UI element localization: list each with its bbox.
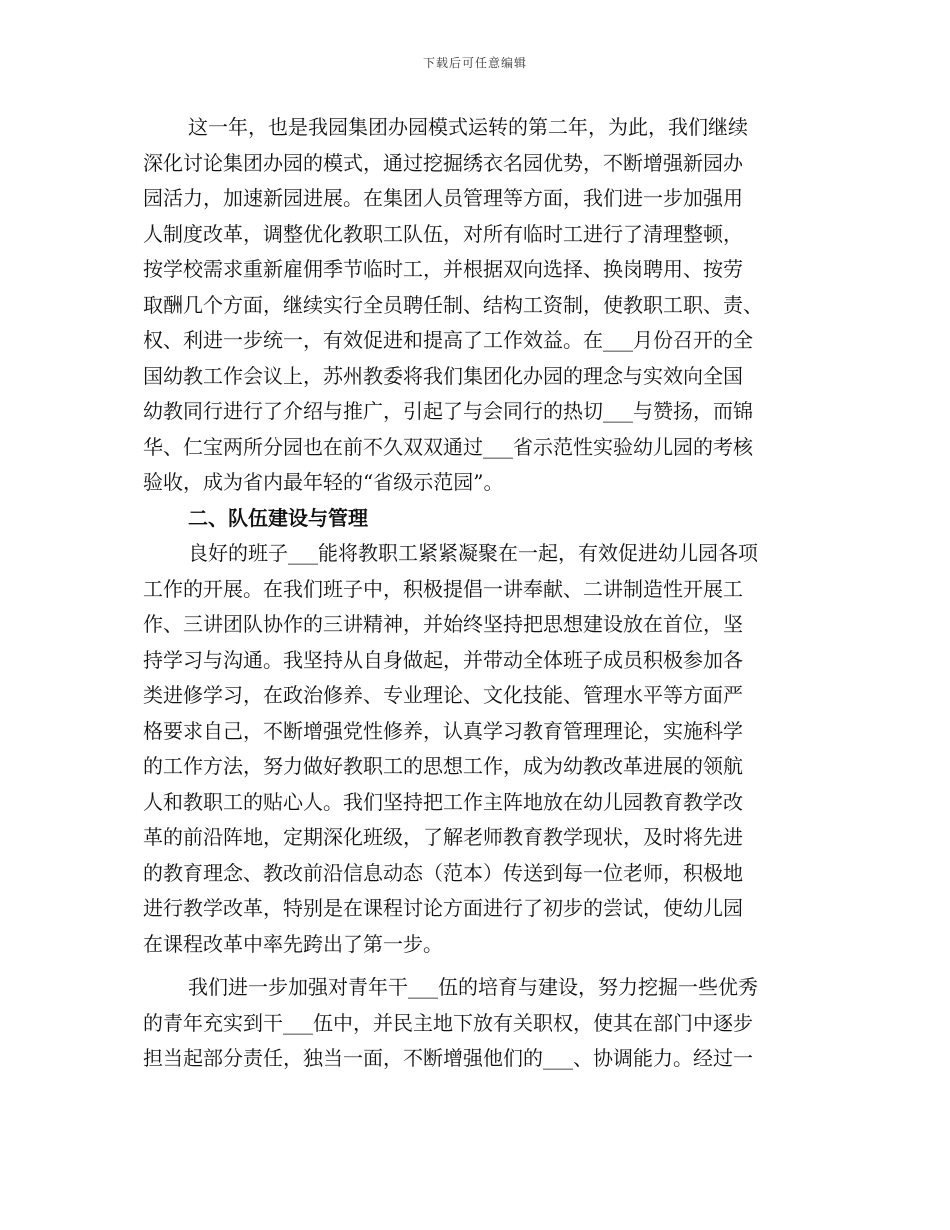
text-line: 人和教职工的贴心人。我们坚持把工作主阵地放在幼儿园教育教学改: [143, 789, 743, 814]
text-line: 权、利进一步统一，有效促进和提高了工作效益。在___月份召开的全: [143, 328, 753, 352]
text-line: 这一年，也是我园集团办园模式运转的第二年，为此，我们继续: [188, 115, 748, 139]
text-line: 进行教学改革，特别是在课程讨论方面进行了初步的尝试，使幼儿园: [143, 896, 743, 920]
text-line: 类进修学习，在政治修养、专业理论、文化技能、管理水平等方面严: [143, 683, 743, 707]
section-heading: 二、队伍建设与管理: [188, 505, 368, 530]
text-line: 取酬几个方面，继续实行全员聘任制、结构工资制，使教职工职、责、: [143, 292, 763, 317]
text-line: 我们进一步加强对青年干___伍的培育与建设，努力挖掘一些优秀: [188, 975, 758, 999]
text-line: 按学校需求重新雇佣季节临时工，并根据双向选择、换岗聘用、按劳: [143, 257, 743, 281]
text-line: 良好的班子___能将教职工紧紧凝聚在一起，有效促进幼儿园各项: [188, 541, 758, 565]
text-line: 深化讨论集团办园的模式，通过挖掘绣衣名园优势，不断增强新园办: [143, 150, 743, 175]
text-line: 作、三讲团队协作的三讲精神，并始终坚持把思想建设放在首位，坚: [143, 612, 743, 636]
text-line: 担当起部分责任，独当一面，不断增强他们的___、协调能力。经过一: [143, 1046, 753, 1070]
paragraph-2: [143, 536, 827, 962]
text-line: 园活力，加速新园进展。在集团人员管理等方面，我们进一步加强用: [143, 186, 743, 210]
text-line: 华、仁宝两所分园也在前不久双双通过___省示范性实验幼儿园的考核: [143, 434, 753, 459]
paragraph-1: [143, 110, 827, 501]
text-line: 人制度改革，调整优化教职工队伍，对所有临时工进行了清理整顿，: [143, 221, 743, 246]
paragraph-3: [143, 970, 827, 1077]
text-line: 工作的开展。在我们班子中，积极提倡一讲奉献、二讲制造性开展工: [143, 576, 743, 601]
text-line: 革的前沿阵地，定期深化班级，了解老师教育教学现状，及时将先进: [143, 825, 743, 849]
document-body: [143, 110, 827, 1077]
text-line: 格要求自己，不断增强党性修养，认真学习教育管理理论，实施科学: [143, 718, 743, 743]
text-line: 持学习与沟通。我坚持从自身做起，并带动全体班子成员积极参加各: [143, 647, 743, 672]
header-note: 下载后可任意编辑: [422, 56, 527, 70]
text-line: 的教育理念、教改前沿信息动态（范本）传送到每一位老师，积极地: [143, 860, 743, 885]
text-line: 的工作方法，努力做好教职工的思想工作，成为幼教改革进展的领航: [143, 754, 743, 778]
text-line: 的青年充实到干___伍中，并民主地下放有关职权，使其在部门中逐步: [143, 1010, 753, 1035]
text-line: 国幼教工作会议上，苏州教委将我们集团化办园的理念与实效向全国: [143, 363, 743, 388]
text-line: 验收，成为省内最年轻的“省级示范园”。: [143, 470, 504, 494]
text-line: 幼教同行进行了介绍与推广，引起了与会同行的热切___与赞扬，而锦: [143, 399, 753, 423]
text-line: 在课程改革中率先跨出了第一步。: [143, 931, 443, 956]
